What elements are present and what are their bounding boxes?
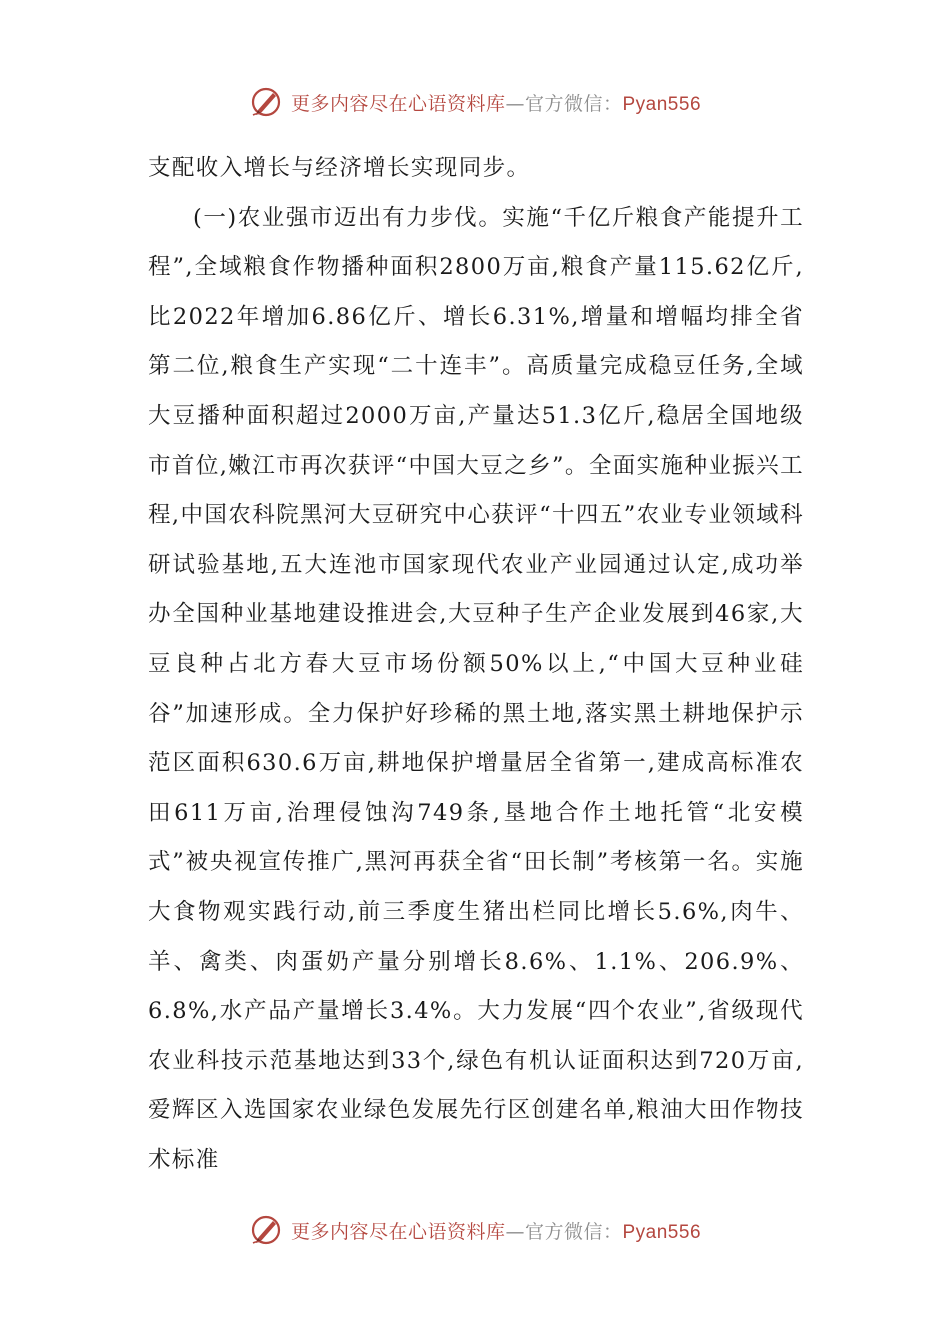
banner-official-text: —官方微信： xyxy=(505,92,623,115)
paragraph-agriculture: (一)农业强市迈出有力步伐。实施“千亿斤粮食产能提升工程”,全域粮食作物播种面积2800万亩,粮食产量115.62亿斤,比2022年增加6.86亿斤、增长6.31%,增量和增幅均排全省第二位,粮食生产实现“二十连丰”。高质量完成稳豆任务,全域大豆播种面积超过2000万亩,产量达51.3亿斤,稳居全国地级市首位,嫩江市再次获评“中国大豆之乡”。全面实施种业振兴工程,中国农科院黑河大豆研究中心获评“十四五”农业专业领域科研试验基地,五大连池市国家现代农业产业园通过认定,成功举办全国种业基地建设推进会,大豆种子生产企业发展到46家,大豆良种占北方春大豆市场份额50%以上,“中国大豆种业硅谷”加速形成。全力保护好珍稀的黑土地,落实黑土耕地保护示范区面积630.6万亩,耕地保护增量居全省第一,建成高标准农田611万亩,治理侵蚀沟749条,垦地合作土地托管“北安模式”被央视宣传推广,黑河再获全省“田长制”考核第一名。实施大食物观实践行动,前三季度生猪出栏同比增长5.6%,肉牛、羊、禽类、肉蛋奶产量分别增长8.6%、1.1%、206.9%、6.8%,水产品产量增长3.4%。大力发展“四个农业”,省级现代农业科技示范基地达到33个,绿色有机认证面积达到720万亩,爱辉区入选国家农业绿色发展先行区创建名单,粮油大田作物技术标准 xyxy=(148,204,804,1173)
paragraph-continuation: 支配收入增长与经济增长实现同步。 xyxy=(148,155,531,181)
document-body xyxy=(148,144,804,1185)
banner-official-text: —官方微信： xyxy=(505,1220,623,1243)
pen-logo-icon xyxy=(249,85,283,119)
footer-watermark-banner xyxy=(0,1210,950,1250)
banner-text xyxy=(291,89,701,116)
header-watermark-banner xyxy=(0,82,950,122)
banner-main-text: 更多内容尽在心语资料库 xyxy=(290,1220,506,1243)
banner-wechat-id: Pyan556 xyxy=(622,93,702,115)
banner-wechat-id: Pyan556 xyxy=(622,1221,702,1243)
pen-logo-icon xyxy=(249,1213,283,1247)
banner-main-text: 更多内容尽在心语资料库 xyxy=(290,92,506,115)
banner-text xyxy=(291,1217,701,1244)
